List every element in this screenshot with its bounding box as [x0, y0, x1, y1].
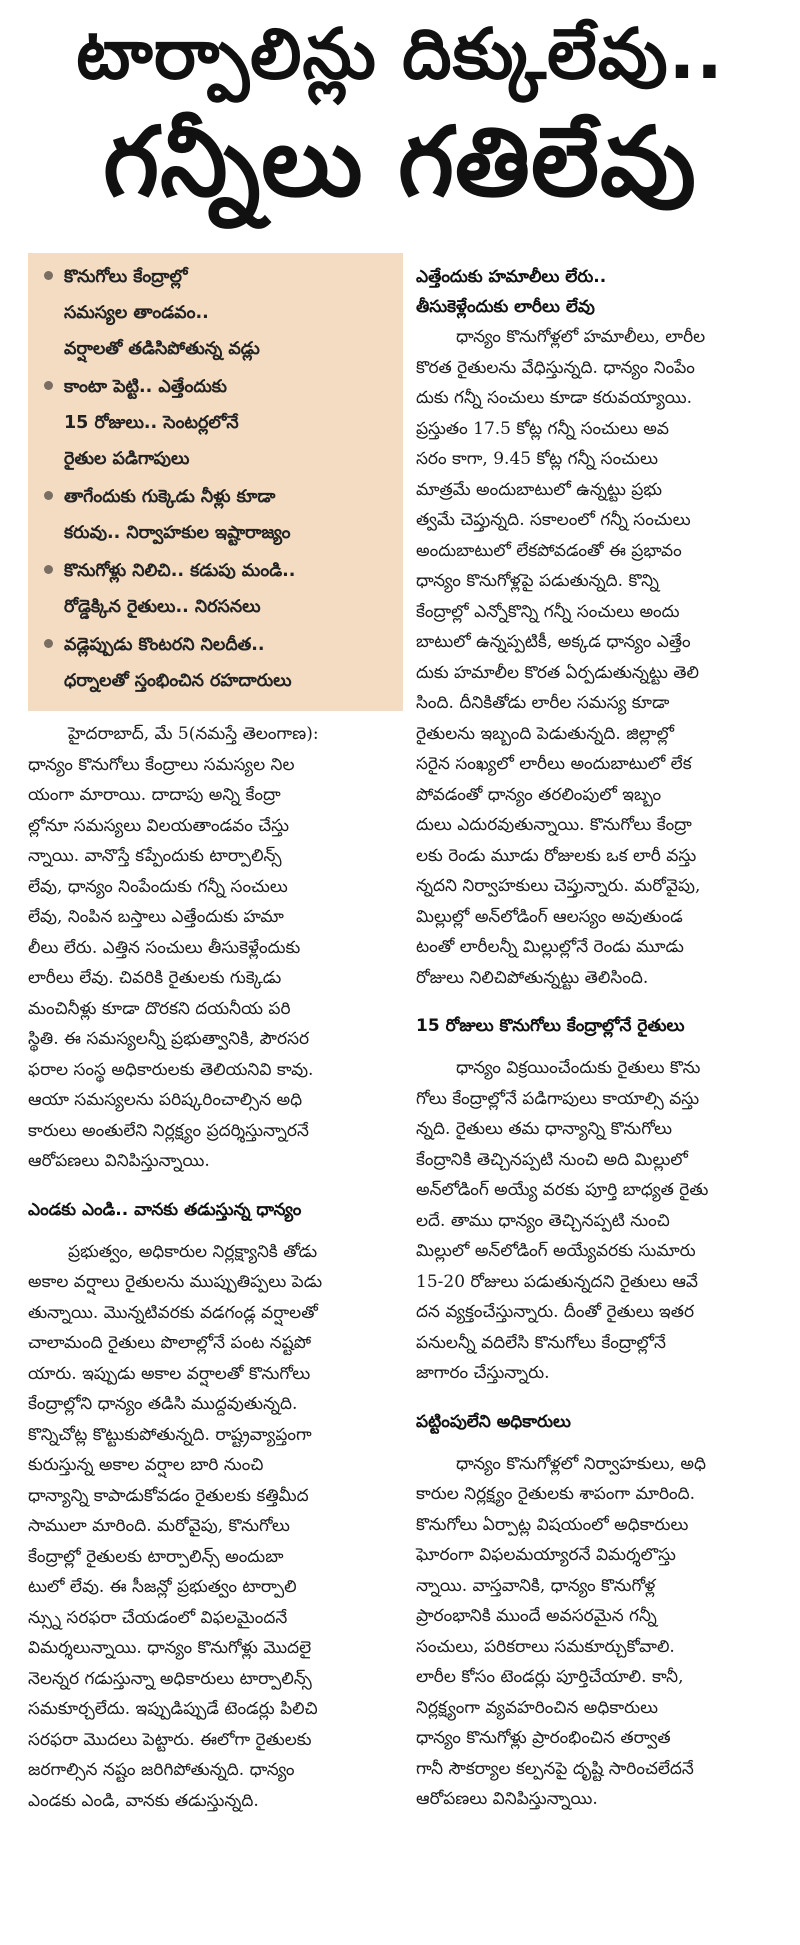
body-line: నిర్లక్ష్యంగా వ్యవహరించిన అధికారులు	[416, 1697, 659, 1718]
body-line: సంచులు, పరికరాలు సమకూర్చుకోవాలి.	[416, 1636, 675, 1657]
body-line: దుకు గన్నీ సంచులు కూడా కరువయ్యాయి.	[416, 388, 693, 408]
highlight-line: రైతుల పడిగాపులు	[64, 449, 190, 469]
highlight-line: కాంటా పెట్టి.. ఎత్తేందుకు	[64, 377, 227, 397]
body-line: సరైన సంఖ్యలో లారీలు అందుబాటులో లేక	[416, 754, 692, 774]
highlight-line: వడ్లెప్పుడు కొంటరని నిలదీత..	[64, 635, 265, 655]
body-line: అందుబాటులో లేకపోవడంతో ఈ ప్రభావం	[416, 540, 682, 561]
right-column	[416, 262, 786, 1815]
body-line: ఆరోపణలు వినిపిస్తున్నాయి.	[28, 1151, 210, 1171]
highlight-item	[38, 479, 393, 551]
body-line: కారుల నిర్లక్ష్యం రైతులకు శాపంగా మారింది.	[416, 1484, 696, 1504]
body-line: లేవు, నింపిన బస్తాలు ఎత్తేందుకు హమా	[28, 907, 284, 927]
body-line: కొన్నిచోట్ల కొట్టుకుపోతున్నది. రాష్ట్రవ్యాప్తంగా	[28, 1424, 312, 1445]
body-line: సాములా మారింది. మరోవైపు, కొనుగోలు	[28, 1516, 290, 1536]
body-line: ఫరాల సంస్థ అధికారులకు తెలియనివి కావు.	[28, 1059, 314, 1080]
body-line: దుకు హమాలీల కొరత ఏర్పడుతున్నట్టు తెలి	[416, 662, 699, 683]
body-line: 15-20 రోజులు పడుతున్నదని రైతులు ఆవే	[416, 1271, 699, 1292]
body-line: న్నాయి. వాస్తవానికి, ధాన్యం కొనుగోళ్ల	[416, 1575, 656, 1596]
body-line: కొనుగోలు ఏర్పాట్ల విషయంలో అధికారులు	[416, 1514, 689, 1535]
body-line: ల్లోనూ సమస్యలు విలయతాండవం చేస్తు	[28, 815, 289, 836]
highlights-box	[28, 253, 403, 711]
body-line: న్నది. రైతులు తమ ధాన్యాన్ని కొనుగోలు	[416, 1119, 673, 1139]
body-line: అకాల వర్షాలు రైతులను ముప్పుతిప్పలు పెడు	[28, 1272, 323, 1292]
highlight-line: ధర్నాలతో స్తంభించిన రహదారులు	[64, 671, 292, 691]
highlight-line: సమస్యల తాండవం..	[64, 303, 209, 323]
body-line: న్నదని నిర్వాహకులు చెప్తున్నారు. మరోవైపు,	[416, 876, 701, 896]
body-line: సింది. దీనికితోడు లారీల సమస్య కూడా	[416, 693, 670, 713]
highlight-item	[38, 553, 393, 625]
body-line: జాగారం చేస్తున్నారు.	[416, 1363, 550, 1383]
highlight-line: 15 రోజులు.. సెంటర్లలోనే	[64, 413, 239, 433]
body-line: లారీల కోసం టెండర్లు పూర్తిచేయాలి. కానీ,	[416, 1667, 684, 1687]
body-line: కారులు అంతులేని నిర్లక్ష్యం ప్రదర్శిస్తున్నారనే	[28, 1120, 309, 1141]
body-line: సమకూర్చలేదు. ఇప్పుడిప్పుడే టెండర్లు పిలిచి	[28, 1699, 318, 1719]
body-line: టులో లేవు. ఈ సీజన్లో ప్రభుత్వం టార్పాలి	[28, 1577, 297, 1597]
body-line: విమర్శలున్నాయి. ధాన్యం కొనుగోళ్లు మొదలై	[28, 1638, 312, 1658]
sun-rain-paragraph	[28, 1237, 403, 1817]
highlight-line: రోడ్డెక్కిన రైతులు.. నిరసనలు	[64, 597, 261, 617]
body-line: రైతులను ఇబ్బంది పెడుతున్నది. జిల్లాల్లో	[416, 723, 674, 744]
body-line: ఆయా సమస్యలను పరిష్కరించాల్సిన అధి	[28, 1090, 303, 1110]
body-line: లీలు లేరు. ఎత్తిన సంచులు తీసుకెళ్లేందుకు	[28, 937, 301, 958]
body-line: స్థితి. ఈ సమస్యలన్నీ ప్రభుత్వానికి, పౌరసర	[28, 1029, 310, 1049]
body-line: ఆరోపణలు వినిపిస్తున్నాయి.	[416, 1789, 598, 1809]
body-line: మిల్లుల్లో అన్‌లోడింగ్ ఆలస్యం అవుతుండ	[416, 906, 683, 927]
section-heading: తీసుకెళ్లేందుకు లారీలు లేవు	[416, 297, 595, 317]
body-line: కేంద్రాల్లో రైతులకు టార్పాలిన్స్ అందుబా	[28, 1546, 284, 1567]
body-line: బాటులో ఉన్నప్పటికీ, అక్కడ ధాన్యం ఎత్తేం	[416, 632, 691, 652]
body-line: న్నాయి. వానొస్తే కప్పేందుకు టార్పాలిన్స్	[28, 846, 282, 866]
bullet-icon	[44, 491, 53, 500]
body-line: చాలామంది రైతులు పొలాల్లోనే పంట నష్టపో	[28, 1333, 312, 1353]
body-line: జరగాల్సిన నష్టం జరిగిపోతున్నది. ధాన్యం	[28, 1760, 295, 1780]
body-line: అన్‌లోడింగ్ అయ్యే వరకు పూర్తి బాధ్యత రైతు	[416, 1180, 709, 1200]
intro-paragraph	[28, 719, 403, 1177]
body-line: ప్రభుత్వం, అధికారుల నిర్లక్ష్యానికి తోడు	[68, 1241, 318, 1262]
body-line: యంగా మారాయి. దాదాపు అన్ని కేంద్రా	[28, 785, 281, 805]
body-line: కేంద్రాల్లో ఎన్నోకొన్ని గన్నీ సంచులు అందు	[416, 601, 680, 622]
section-heading: ఎత్తేందుకు హమాలీలు లేరు..	[416, 267, 607, 287]
body-line: ధాన్యం కొనుగోలు కేంద్రాలు సమస్యల నిల	[28, 754, 295, 775]
highlight-item	[38, 259, 393, 367]
body-line: లకు రెండు మూడు రోజులకు ఒక లారీ వస్తు	[416, 845, 697, 866]
body-line: ధాన్యం కొనుగోళ్లు ప్రారంభించిన తర్వాత	[416, 1728, 671, 1748]
highlight-line: కరువు.. నిర్వాహకుల ఇష్టారాజ్యం	[64, 523, 291, 543]
bullet-icon	[44, 639, 53, 648]
body-line: కేంద్రానికి తెచ్చినప్పటి నుంచి అది మిల్లులో	[416, 1149, 688, 1170]
bullet-icon	[44, 565, 53, 574]
highlight-line: కొనుగోలు కేంద్రాల్లో	[64, 267, 188, 287]
body-line: దులు ఎదురవుతున్నాయి. కొనుగోలు కేంద్రా	[416, 815, 692, 835]
body-line: గానీ సౌకర్యాల కల్పనపై దృష్టి సారించలేదనే	[416, 1758, 694, 1779]
body-line: ధాన్యాన్ని కాపాడుకోవడం రైతులకు కత్తిమీద	[28, 1485, 309, 1506]
body-line: నెలన్నర గడుస్తున్నా అధికారులు టార్పాలిన్స్	[28, 1668, 312, 1689]
headline-line-2: గన్నీలు గతిలేవు	[103, 106, 697, 218]
body-line: త్వమే చెప్తున్నది. సకాలంలో గన్నీ సంచులు	[416, 510, 691, 530]
highlight-line: తాగేందుకు గుక్కెడు నీళ్లు కూడా	[64, 487, 276, 507]
body-line: ధాన్యం కొనుగోళ్లలో హమాలీలు, లారీల	[456, 327, 706, 347]
section-heading: 15 రోజులు కొనుగోలు కేంద్రాల్లోనే రైతులు	[416, 1016, 685, 1036]
body-line: న్స్ను సరఫరా చేయడంలో విఫలమైందనే	[28, 1607, 288, 1628]
section-heading: పట్టింపులేని అధికారులు	[416, 1411, 571, 1432]
body-line: టంతో లారీలన్నీ మిల్లుల్లోనే రెండు మూడు	[416, 937, 684, 957]
highlight-line: కొనుగోళ్లు నిలిచి.. కడుపు మండి..	[64, 561, 296, 581]
body-line: మాత్రమే అందుబాటులో ఉన్నట్టు ప్రభు	[416, 479, 662, 500]
highlight-line: వర్షాలతో తడిసిపోతున్న వడ్లు	[64, 339, 260, 359]
body-line: ప్రారంభానికి ముందే అవసరమైన గన్నీ	[416, 1606, 657, 1626]
headline-line-1: టార్పాలిన్లు దిక్కులేవు..	[76, 13, 724, 95]
body-line: లేవు, ధాన్యం నింపేందుకు గన్నీ సంచులు	[28, 876, 288, 897]
body-line: లదే. తాము ధాన్యం తెచ్చినప్పటి నుంచి	[416, 1210, 670, 1231]
highlight-item	[38, 369, 393, 477]
body-line: దన వ్యక్తంచేస్తున్నారు. దీంతో రైతులు ఇతర	[416, 1302, 695, 1322]
body-line: లారీలు లేవు. చివరికి రైతులకు గుక్కెడు	[28, 968, 282, 988]
body-line: ఎండకు ఎండి, వానకు తడుస్తున్నది.	[28, 1790, 259, 1811]
body-line: మంచినీళ్లు కూడా దొరకని దయనీయ పరి	[28, 998, 291, 1019]
body-line: ధాన్యం విక్రయించేందుకు రైతులు కొను	[456, 1058, 701, 1078]
body-line: తున్నాయి. మొన్నటివరకు వడగండ్ల వర్షాలతో	[28, 1302, 318, 1323]
body-line: సరం కాగా, 9.45 కోట్ల గన్నీ సంచులు	[416, 449, 658, 469]
body-line: ఘోరంగా విఫలమయ్యారనే విమర్శలొస్తు	[416, 1545, 676, 1565]
bullet-icon	[44, 271, 53, 280]
body-line: హైదరాబాద్, మే 5(నమస్తే తెలంగాణ):	[68, 724, 319, 744]
body-line: ధాన్యం కొనుగోళ్లపై పడుతున్నది. కొన్ని	[416, 571, 659, 591]
body-line: కురుస్తున్న అకాల వర్షాల బారి నుంచి	[28, 1455, 264, 1475]
left-column	[28, 253, 403, 1816]
body-line: కేంద్రాల్లోని ధాన్యం తడిసి ముద్దవుతున్నది.	[28, 1394, 298, 1414]
body-line: సరఫరా మొదలు పెట్టారు. ఈలోగా రైతులకు	[28, 1729, 312, 1750]
body-line: ప్రస్తుతం 17.5 కోట్ల గన్నీ సంచులు అవ	[416, 418, 669, 439]
body-line: రోజులు నిలిచిపోతున్నట్టు తెలిసింది.	[416, 967, 649, 988]
body-line: పోవడంతో ధాన్యం తరలింపులో ఇబ్బం	[416, 784, 662, 805]
highlight-item	[38, 627, 393, 699]
body-line: కొరత రైతులను వేధిస్తున్నది. ధాన్యం నింపేం	[416, 357, 695, 378]
body-line: మిల్లులో అన్‌లోడింగ్ అయ్యేవరకు సుమారు	[416, 1241, 696, 1261]
body-line: ధాన్యం కొనుగోళ్లలో నిర్వాహకులు, అధి	[456, 1453, 707, 1474]
body-line: పనులన్నీ వదిలేసి కొనుగోలు కేంద్రాల్లోనే	[416, 1332, 666, 1353]
bullet-icon	[44, 381, 53, 390]
body-line: యారు. ఇప్పుడు అకాల వర్షాలతో కొనుగోలు	[28, 1363, 311, 1384]
body-line: గోలు కేంద్రాల్లోనే పడిగాపులు కాయాల్సి వస్తు	[416, 1088, 700, 1109]
subheading-sun-rain: ఎండకు ఎండి.. వానకు తడుస్తున్న ధాన్యం	[28, 1199, 302, 1220]
